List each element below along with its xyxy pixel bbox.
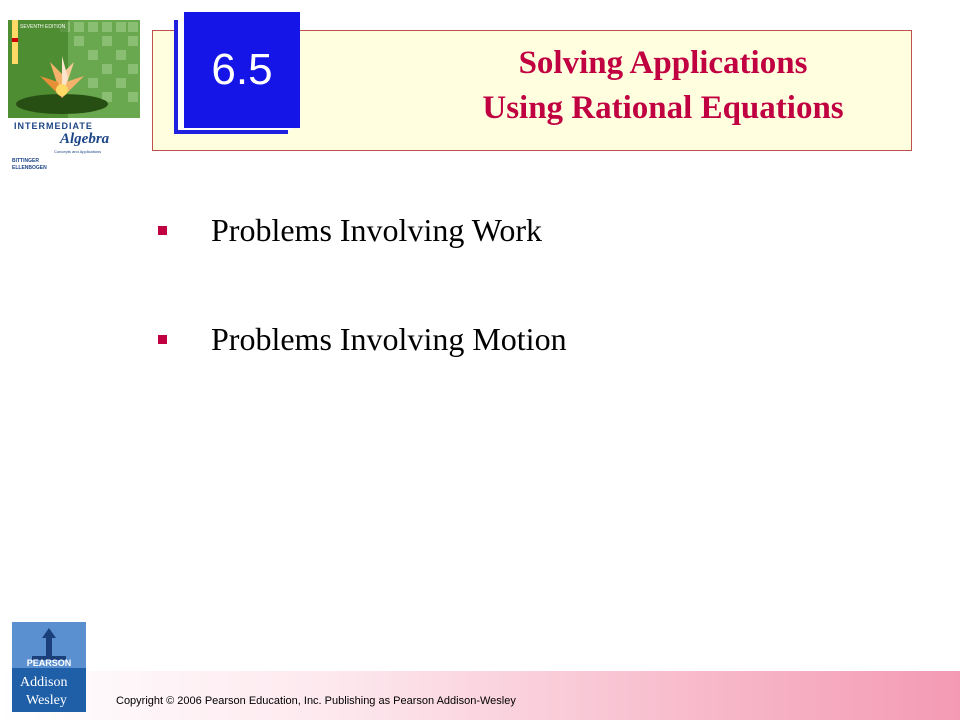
imprint-line-1: Addison <box>20 675 68 690</box>
bullet-text: Problems Involving Work <box>211 211 543 248</box>
slide-title-line-1: Solving Applications <box>518 45 808 81</box>
slide-title <box>423 41 903 131</box>
pearson-addison-wesley-logo <box>12 622 86 712</box>
bullet-square-icon <box>158 335 167 344</box>
section-number-badge: 6.5 <box>184 12 300 128</box>
bullet-item-work <box>158 210 542 250</box>
cover-title-text: Algebra <box>60 131 110 147</box>
book-cover-image <box>0 12 144 172</box>
cover-subtitle-text: Concepts and Applications <box>54 149 102 154</box>
bullet-item-motion <box>158 319 567 359</box>
slide-title-line-2: Using Rational Equations <box>482 90 844 126</box>
cover-author-2: ELLENBOGEN <box>12 165 47 171</box>
bullet-text: Problems Involving Motion <box>211 320 567 357</box>
copyright-text: Copyright © 2006 Pearson Education, Inc. Publishing as Pearson Addison-Wesley <box>116 695 516 707</box>
bullet-square-icon <box>158 226 167 235</box>
cover-author-1: BITTINGER <box>12 158 39 164</box>
imprint-line-2: Wesley <box>26 693 67 708</box>
cover-edition-text: SEVENTH EDITION <box>20 24 66 30</box>
cover-series-text: INTERMEDIATE <box>14 121 93 131</box>
publisher-name: PEARSON <box>26 658 72 668</box>
